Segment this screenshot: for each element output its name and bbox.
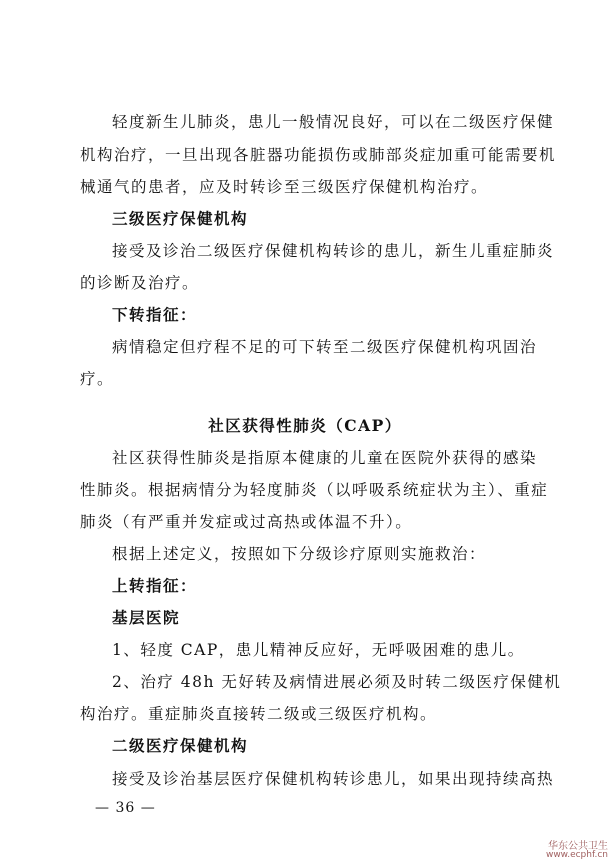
paragraph-line: 构治疗。重症肺炎直接转二级或三级医疗机构。 — [80, 705, 438, 723]
paragraph-line: 接受及诊治二级医疗保健机构转诊的患儿，新生儿重症肺炎 — [112, 242, 555, 260]
paragraph-line: 械通气的患者，应及时转诊至三级医疗保健机构治疗。 — [80, 178, 489, 196]
paragraph-line: 病情稳定但疗程不足的可下转至二级医疗保健机构巩固治 — [112, 338, 538, 356]
paragraph-line: 的诊断及治疗。 — [80, 274, 200, 292]
list-item: 2、治疗 48h 无好转及病情进展必须及时转二级医疗保健机 — [112, 673, 562, 691]
paragraph-line: 性肺炎。根据病情分为轻度肺炎（以呼吸系统症状为主）、重症 — [80, 481, 549, 499]
page-number: — 36 — — [95, 800, 156, 816]
paragraph-line: 疗。 — [80, 370, 115, 388]
heading-upward-referral: 上转指征： — [112, 576, 198, 595]
heading-secondary-institution: 二级医疗保健机构 — [112, 736, 249, 755]
heading-tertiary-institution: 三级医疗保健机构 — [112, 209, 249, 228]
heading-downward-referral: 下转指征： — [112, 305, 198, 324]
paragraph-line: 根据上述定义，按照如下分级诊疗原则实施救治： — [112, 545, 487, 563]
heading-primary-hospital: 基层医院 — [112, 608, 181, 627]
paragraph-line: 肺炎（有严重并发症或过高热或体温不升）。 — [80, 513, 413, 531]
paragraph-line: 社区获得性肺炎是指原本健康的儿童在医院外获得的感染 — [112, 449, 538, 467]
paragraph-line: 机构治疗，一旦出现各脏器功能损伤或肺部炎症加重可能需要机 — [80, 146, 557, 164]
list-item: 1、轻度 CAP，患儿精神反应好，无呼吸困难的患儿。 — [112, 641, 525, 659]
watermark-text: 华东公共卫生 — [548, 841, 608, 852]
watermark-url: www.ecphf.cn — [545, 850, 608, 860]
section-title: 社区获得性肺炎（CAP） — [208, 416, 402, 435]
paragraph-line: 轻度新生儿肺炎，患儿一般情况良好，可以在二级医疗保健 — [112, 113, 555, 131]
paragraph-line: 接受及诊治基层医疗保健机构转诊患儿，如果出现持续高热 — [112, 770, 555, 788]
